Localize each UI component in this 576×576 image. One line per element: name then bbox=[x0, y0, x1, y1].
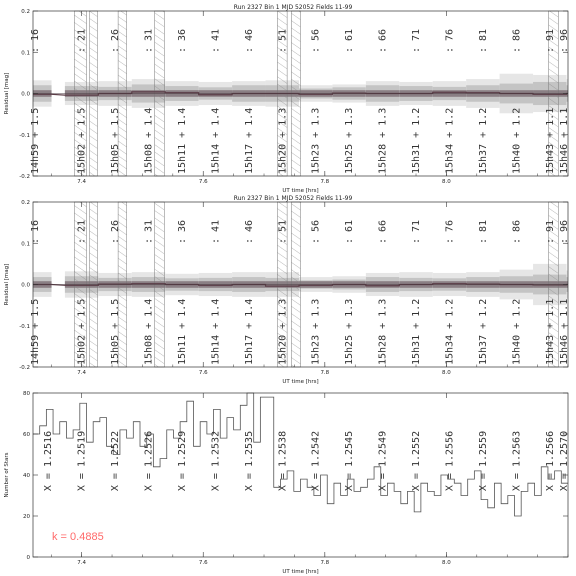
panel-2-time-label: 15h37 + 1.2 bbox=[477, 298, 489, 365]
panel-1-field-label: : 81 bbox=[477, 28, 489, 54]
panel-1-time-label: 15h08 + 1.4 bbox=[143, 107, 155, 174]
panel-1-time-label: 15h34 + 1.2 bbox=[444, 107, 456, 174]
residual-panel-1 bbox=[4, 4, 570, 194]
panel-1-field-label: : 31 bbox=[143, 28, 155, 54]
panel-2-time-label: 14h59 + 1.5 bbox=[29, 298, 41, 365]
panel-2-field-label: : 46 bbox=[243, 219, 255, 245]
panel-1-field-label: : 76 bbox=[444, 28, 456, 54]
panel-1-ytick-label: 0.2 bbox=[21, 9, 30, 15]
panel-2-field-label: : 21 bbox=[76, 219, 88, 245]
panel-2-field-label: : 71 bbox=[411, 219, 423, 245]
panel-1-field-label: : 21 bbox=[76, 28, 88, 54]
panel-2-time-label: 15h43 + 1.1 bbox=[544, 298, 556, 365]
panel-1-time-label: 15h17 + 1.4 bbox=[243, 107, 255, 174]
airmass-label: X = 1.2526 bbox=[143, 430, 155, 492]
panel-1-time-label: 15h46 + 1.1 bbox=[559, 107, 570, 174]
panel-1-xtick-label: 8.0 bbox=[442, 179, 451, 185]
panel-2-field-label: : 26 bbox=[110, 219, 122, 245]
stars-labels bbox=[43, 431, 570, 491]
panel-1-time-label: 15h25 + 1.3 bbox=[344, 107, 356, 174]
panel-1-ytick-label: -0.2 bbox=[19, 174, 30, 180]
panel-1-time-label: 15h14 + 1.4 bbox=[210, 107, 222, 174]
panel-1-xtick-label: 7.8 bbox=[320, 179, 330, 185]
panel-2-xtick-label: 7.6 bbox=[198, 370, 208, 376]
panel-1-field-label: : 26 bbox=[110, 28, 122, 54]
panel-2-field-label: : 51 bbox=[277, 219, 289, 245]
airmass-label: X = 1.2559 bbox=[477, 430, 489, 492]
airmass-label: X = 1.2519 bbox=[76, 430, 88, 492]
panel-2-field-label: : 31 bbox=[143, 219, 155, 245]
airmass-label: X = 1.2566 bbox=[544, 430, 556, 492]
panel-2-field-label: : 96 bbox=[559, 219, 570, 245]
airmass-label: X = 1.2570 bbox=[559, 430, 570, 492]
stars-panel bbox=[4, 391, 570, 575]
panel-1-time-label: 15h31 + 1.2 bbox=[411, 107, 423, 174]
panel-1-ytick-label: 0.0 bbox=[21, 91, 30, 98]
panel-1-time-label: 15h05 + 1.5 bbox=[110, 107, 122, 174]
airmass-label: X = 1.2545 bbox=[344, 430, 356, 492]
airmass-label: X = 1.2552 bbox=[411, 430, 423, 492]
airmass-label: X = 1.2542 bbox=[310, 430, 322, 492]
panel-1-field-label: : 41 bbox=[210, 28, 222, 54]
airmass-label: X = 1.2556 bbox=[444, 430, 456, 492]
panel-1-field-label: : 66 bbox=[377, 28, 389, 54]
panel-1-xtick-label: 7.4 bbox=[77, 179, 87, 185]
panel-1-field-label: : 46 bbox=[243, 28, 255, 54]
panel-1-time-label: 15h37 + 1.2 bbox=[477, 107, 489, 174]
panel-1-time-label: 15h28 + 1.3 bbox=[377, 107, 389, 174]
panel-2-ytick-label: -0.2 bbox=[19, 365, 30, 371]
panel-2-time-label: 15h20 + 1.3 bbox=[277, 298, 289, 365]
airmass-label: X = 1.2532 bbox=[210, 430, 222, 492]
airmass-label: X = 1.2516 bbox=[43, 430, 55, 492]
panel-1-time-label: 15h40 + 1.2 bbox=[511, 107, 523, 174]
panel-1-title: Run 2327 Bin 1 MJD 52052 Fields 11-99 bbox=[233, 4, 353, 11]
panel-2-field-label: : 61 bbox=[344, 219, 356, 245]
panel-1-time-label: 15h43 + 1.1 bbox=[544, 107, 556, 174]
panel-1-field-label: : 36 bbox=[176, 28, 188, 54]
panel-2-field-label: : 81 bbox=[477, 219, 489, 245]
panel-2-time-label: 15h28 + 1.3 bbox=[377, 298, 389, 365]
panel-2-title: Run 2327 Bin 1 MJD 52052 Fields 11-99 bbox=[233, 195, 353, 202]
panel-2-time-label: 15h46 + 1.1 bbox=[559, 298, 570, 365]
airmass-label: X = 1.2538 bbox=[277, 430, 289, 492]
panel-2-time-label: 15h34 + 1.2 bbox=[444, 298, 456, 365]
panel-1-ylabel: Residual [mag] bbox=[4, 72, 10, 115]
panel-1-field-label: : 91 bbox=[544, 28, 556, 54]
panel-2-ylabel: Residual [mag] bbox=[4, 263, 10, 306]
panel-1-xlabel: UT time [hrs] bbox=[282, 188, 319, 194]
panel-2-field-label: : 91 bbox=[544, 219, 556, 245]
stars-ytick-label: 40 bbox=[23, 473, 30, 479]
panel-2-time-label: 15h14 + 1.4 bbox=[210, 298, 222, 365]
panel-2-xtick-label: 8.0 bbox=[442, 370, 451, 376]
panel-1-time-label: 15h11 + 1.4 bbox=[176, 107, 188, 174]
panel-1-field-label: : 71 bbox=[411, 28, 423, 54]
stars-xlabel: UT time [hrs] bbox=[282, 569, 319, 575]
panel-2-field-label: : 16 bbox=[29, 219, 41, 245]
panel-2-time-label: 15h25 + 1.3 bbox=[344, 298, 356, 365]
panel-2-xlabel: UT time [hrs] bbox=[282, 379, 319, 385]
panel-2-time-label: 15h08 + 1.4 bbox=[143, 298, 155, 365]
airmass-label: X = 1.2549 bbox=[377, 430, 389, 492]
panel-2-field-label: : 41 bbox=[210, 219, 222, 245]
panel-1-time-label: 15h20 + 1.3 bbox=[277, 107, 289, 174]
stars-ytick-label: 80 bbox=[23, 391, 30, 397]
stars-xtick-label: 7.8 bbox=[320, 560, 330, 566]
panel-1-field-label: : 56 bbox=[310, 28, 322, 54]
panel-2-ytick-label: 0.1 bbox=[21, 241, 30, 248]
stars-xtick-label: 7.6 bbox=[198, 560, 208, 566]
panel-2-time-label: 15h40 + 1.2 bbox=[511, 298, 523, 365]
stars-ytick-label: 0 bbox=[26, 555, 30, 561]
panel-1-field-label: : 16 bbox=[29, 28, 41, 54]
panel-1-ytick-label: -0.1 bbox=[19, 132, 30, 139]
panel-2-field-label: : 66 bbox=[377, 219, 389, 245]
k-annotation: k = 0.4885 bbox=[52, 531, 104, 543]
stars-ylabel: Number of Stars bbox=[4, 452, 10, 498]
stars-xtick-label: 7.4 bbox=[77, 560, 87, 566]
panel-2-time-label: 15h11 + 1.4 bbox=[176, 298, 188, 365]
panel-2-field-label: : 36 bbox=[176, 219, 188, 245]
panel-2-field-label: : 86 bbox=[511, 219, 523, 245]
stars-xtick-label: 8.0 bbox=[442, 560, 451, 566]
panel-2-field-label: : 76 bbox=[444, 219, 456, 245]
airmass-label: X = 1.2522 bbox=[110, 430, 122, 492]
airmass-label: X = 1.2563 bbox=[511, 430, 523, 492]
panel-2-time-label: 15h05 + 1.5 bbox=[110, 298, 122, 365]
panel-1-field-label: : 61 bbox=[344, 28, 356, 54]
panel-2-time-label: 15h23 + 1.3 bbox=[310, 298, 322, 365]
panel-2-ytick-label: 0.2 bbox=[21, 200, 30, 206]
panel-1-xtick-label: 7.6 bbox=[198, 179, 208, 185]
panel-2-xtick-label: 7.8 bbox=[320, 370, 330, 376]
panel-2-time-label: 15h17 + 1.4 bbox=[243, 298, 255, 365]
panel-1-field-label: : 96 bbox=[559, 28, 570, 54]
panel-1-ytick-label: 0.1 bbox=[21, 50, 30, 57]
panel-1-field-label: : 51 bbox=[277, 28, 289, 54]
stars-ytick-label: 20 bbox=[23, 514, 30, 520]
panel-2-ytick-label: -0.1 bbox=[19, 323, 30, 330]
panel-2-field-label: : 56 bbox=[310, 219, 322, 245]
panel-1-time-label: 15h02 + 1.5 bbox=[76, 107, 88, 174]
panel-2-xtick-label: 7.4 bbox=[77, 370, 87, 376]
panel-2-time-label: 15h02 + 1.5 bbox=[76, 298, 88, 365]
airmass-label: X = 1.2529 bbox=[176, 430, 188, 492]
panel-1-time-label: 14h59 + 1.5 bbox=[29, 107, 41, 174]
panel-2-time-label: 15h31 + 1.2 bbox=[411, 298, 423, 365]
panel-2-ytick-label: 0.0 bbox=[21, 282, 30, 289]
airmass-label: X = 1.2535 bbox=[243, 430, 255, 492]
stars-ytick-label: 60 bbox=[23, 432, 30, 438]
panel-1-time-label: 15h23 + 1.3 bbox=[310, 107, 322, 174]
residual-panel-2 bbox=[4, 195, 570, 385]
panel-1-field-label: : 86 bbox=[511, 28, 523, 54]
